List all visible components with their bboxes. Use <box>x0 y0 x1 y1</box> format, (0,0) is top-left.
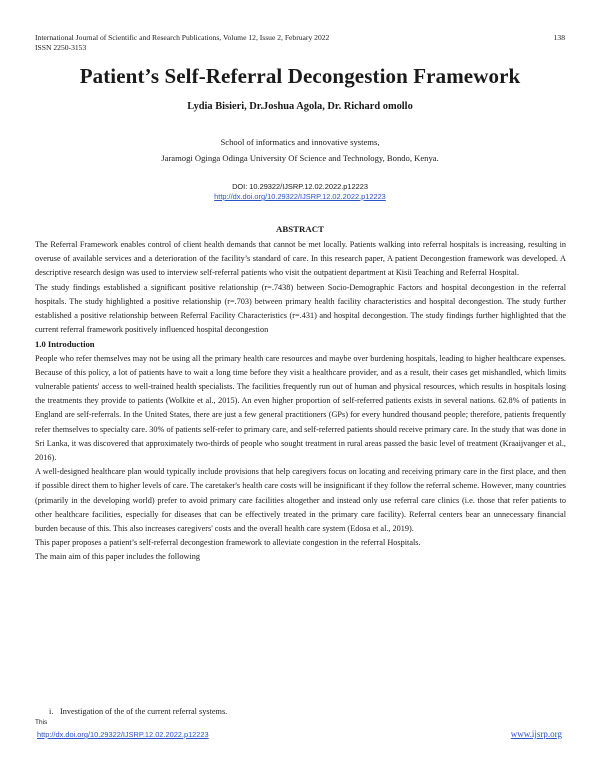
list-item-number: i. <box>49 707 54 716</box>
doi-block <box>0 182 600 202</box>
intro-paragraph-3: This paper proposes a patient’s self-referral decongestion framework to alleviate congestion in the referral Hospitals. <box>35 538 421 548</box>
footer-doi-link[interactable]: http://dx.doi.org/10.29322/IJSRP.12.02.2022.p12223 <box>37 730 209 739</box>
running-header <box>35 33 565 53</box>
footer-site-link[interactable]: www.ijsrp.org <box>510 729 562 739</box>
authors: Lydia Bisieri, Dr.Joshua Agola, Dr. Richard omollo <box>187 101 413 112</box>
doi-text: DOI: 10.29322/IJSRP.12.02.2022.p12223 <box>232 182 368 191</box>
list-item <box>49 706 227 718</box>
abstract-paragraph-1: The Referral Framework enables control of client health demands that cannot be met locally. Patients walking into referral hospitals is increasing, resulting in overuse of available services and a deterioration of the facility’s standard of care. In this research paper, A patient Decongestion framework was developed. A descriptive research design was used to interview self-referral patients who visit the outpatient department at Kisii Teaching and Referral Hospital. <box>35 240 566 278</box>
affiliation <box>0 134 600 166</box>
page-number: 138 <box>553 33 565 42</box>
affiliation-line-2: Jaramogi Oginga Odinga University Of Science and Technology, Bondo, Kenya. <box>161 153 439 163</box>
section-heading-introduction: 1.0 Introduction <box>35 339 95 350</box>
intro-paragraph-4: The main aim of this paper includes the following <box>35 552 200 562</box>
doi-link[interactable]: http://dx.doi.org/10.29322/IJSRP.12.02.2022.p12223 <box>214 192 386 201</box>
issn: ISSN 2250-3153 <box>35 43 87 52</box>
intro-paragraph-1: People who refer themselves may not be using all the primary health care resources and maybe over burdening hospitals, leading to higher healthcare expenses. Because of this policy, a lot of patients have to wait a long time before they visit a healthcare provider, and as a result, their cases get mishandled, which limits vulnerable patients' access to well-trained health specialists. The facilities frequently run out of human and physical resources, which results in hospitals losing the treatments they provide to patients (Wolkite et al., 2015). An even higher proportion of self-referred patients exists in several nations. 62.8% of patients in England are self-referrals. In the United States, there are just a few general practitioners (GPs) for every hundred thousand people; therefore, patients frequently refer themselves to specialty care. 30% of patients self-refer to primary care, and self-referred patients should receive primary care. In the study that was done in Sri Lanka, it was discovered that approximately two-thirds of people who sought treatment in rural areas passed the basic level of treatment (Kraaijvanger et al., 2016). <box>35 353 566 463</box>
affiliation-line-1: School of informatics and innovative systems, <box>220 137 380 147</box>
abstract-heading: ABSTRACT <box>276 224 324 234</box>
paper-title: Patient’s Self-Referral Decongestion Framework <box>79 64 521 88</box>
intro-paragraph-2: A well-designed healthcare plan would typically include provisions that help caregivers focus on locating and receiving primary care in the first place, and then if possible direct them to higher levels of care. The caretaker's health care costs will be insignificant if they follow the referral scheme. However, many countries (primarily in the developing world) prefer to avoid primary care facilities altogether and instead only use referral care clinics (i.e. those that refer patients to other healthcare facilities, especially for diseases that can be effectively treated in the primary care facility). Referral centers bear an unnecessary financial burden because of this. This also increases caregivers' costs and the overall health care system (Edosa et al., 2019). <box>35 467 566 534</box>
journal-citation: International Journal of Scientific and Research Publications, Volume 12, Issue 2, February 2022 <box>35 33 330 42</box>
body-text <box>35 238 566 565</box>
footer-this-label: This <box>35 719 48 726</box>
list-item-text: Investigation of the of the current referral systems. <box>60 707 228 716</box>
aims-list <box>49 706 227 718</box>
abstract-paragraph-2: The study findings established a significant positive relationship (r=.7438) between Socio-Demographic Factors and hospital decongestion in the referral hospitals. The study highlighted a positive relationship (r=.703) between primary health facility characteristics and hospital decongestion. The study further established a positive relationship between Referral Facility Characteristics (r=.431) and hospital decongestion. The study findings further highlighted that the current referral framework positively influenced hospital decongestion <box>35 282 566 335</box>
